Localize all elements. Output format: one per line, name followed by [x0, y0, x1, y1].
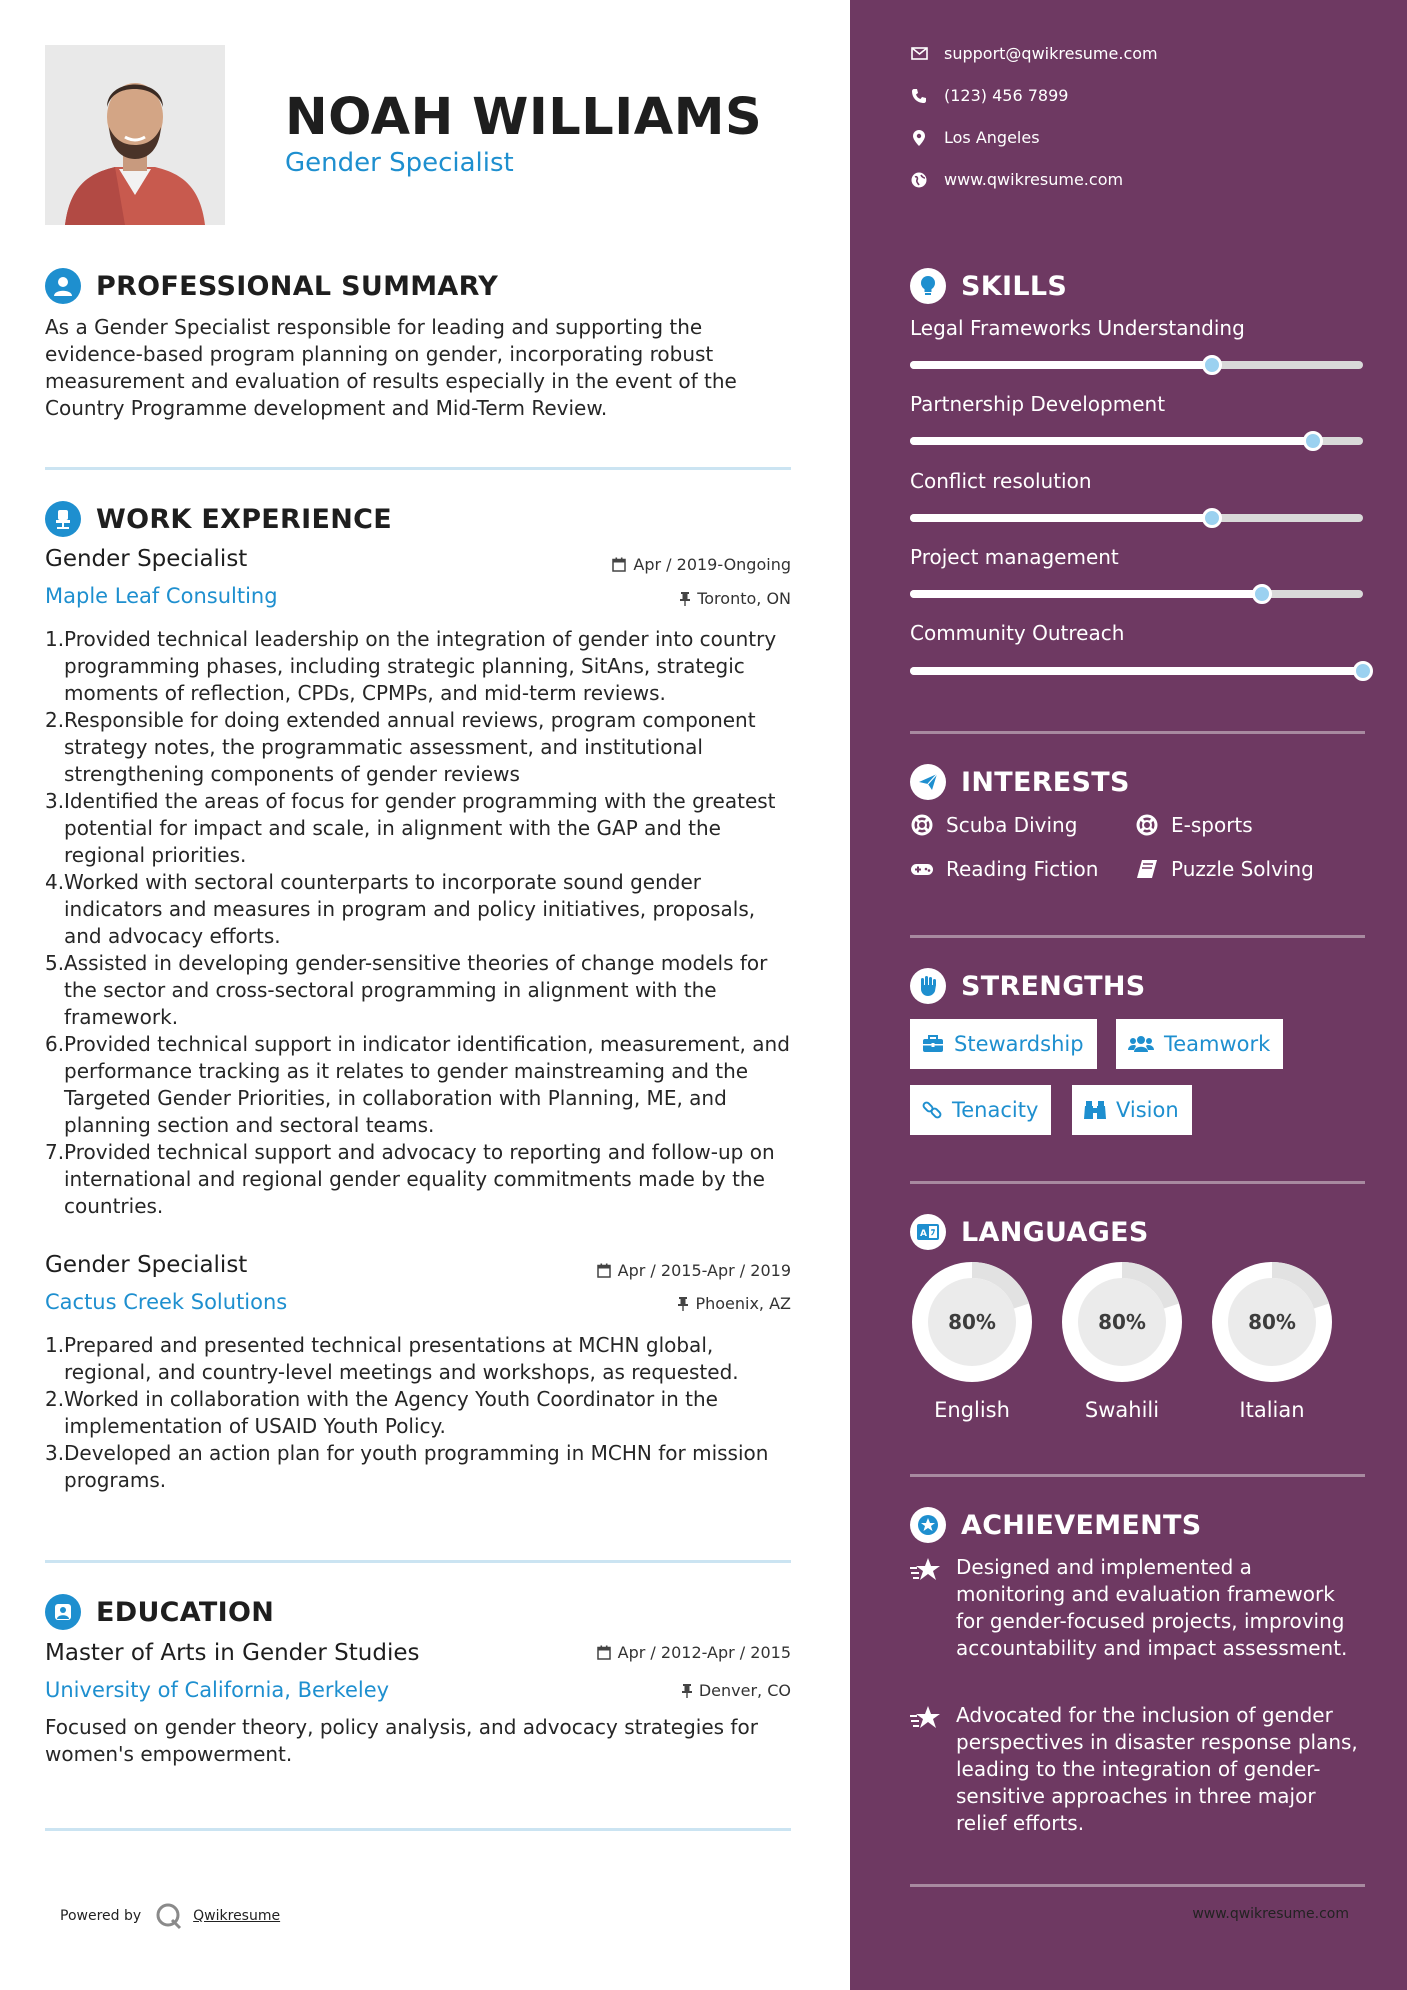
education-heading-text: EDUCATION: [96, 1596, 275, 1628]
skill-bar-knob: [1303, 431, 1323, 451]
language-name: Swahili: [1084, 1398, 1160, 1422]
skill-label: Partnership Development: [910, 392, 1166, 416]
list-item: 6. Provided technical support in indicator identification, measurement, and performance tracking as it relates to gender mainstreaming and the Targeted Gender Priorities, in collaboration with Planning, ME, and planning section and sectoral teams.: [45, 1032, 790, 1137]
language-percent: 80%: [1248, 1310, 1296, 1334]
strength-tag: [1072, 1085, 1192, 1135]
interests-heading: [910, 762, 1130, 802]
job-dates: [597, 1261, 791, 1280]
list-item: 2. Worked in collaboration with the Agency Youth Coordinator in the implementation of USAID Youth Policy.: [45, 1387, 718, 1438]
contact-phone-text: (123) 456 7899: [944, 86, 1069, 105]
globe-icon: [910, 171, 928, 189]
skill-bar-knob: [1353, 661, 1373, 681]
briefcase-icon: [922, 1035, 944, 1053]
language-name: Italian: [1239, 1398, 1305, 1422]
job-dates-text: Apr / 2015-Apr / 2019: [617, 1261, 791, 1280]
binoculars-icon: [1084, 1100, 1106, 1120]
pin-icon: [678, 1296, 688, 1311]
link-icon: [922, 1100, 942, 1120]
paper-plane-icon: [910, 764, 946, 800]
education-heading: [45, 1592, 274, 1632]
job-location-text: Toronto, ON: [697, 589, 791, 608]
job-location-text: Phoenix, AZ: [695, 1294, 791, 1313]
summary-heading: [45, 266, 498, 306]
fist-icon: [910, 968, 946, 1004]
calendar-icon: [612, 557, 626, 572]
job-dates: [612, 555, 791, 574]
job-title: Gender Specialist: [45, 546, 248, 572]
strength-tag: [910, 1019, 1097, 1069]
strengths-heading: [910, 966, 1146, 1006]
powered-by: [60, 1902, 280, 1930]
pin-icon: [682, 1683, 692, 1698]
skills-heading-text: SKILLS: [961, 270, 1068, 302]
contact-phone: [910, 86, 1068, 105]
strength-label: Stewardship: [954, 1032, 1084, 1056]
languages-heading-text: LANGUAGES: [961, 1216, 1149, 1248]
list-item: 7. Provided technical support and advocacy to reporting and follow-up on international and regional gender equality commitments made by the countries.: [45, 1140, 775, 1218]
interest-label: Puzzle Solving: [1171, 857, 1314, 881]
skill-label: Community Outreach: [910, 621, 1125, 645]
list-item: 5. Assisted in developing gender-sensitive theories of change models for the sector and cross-sectoral programming in alignment with the framework.: [45, 951, 768, 1029]
candidate-title: Gender Specialist: [285, 148, 514, 178]
strength-tag: [1116, 1019, 1283, 1069]
list-item: 3. Identified the areas of focus for gender programming with the greatest potential for impact and scale, in alignment with the GAP and the regional priorities.: [45, 789, 776, 867]
language-item: [910, 1260, 1034, 1422]
skill-bar-fill: [910, 667, 1363, 675]
skill-bar-fill: [910, 590, 1262, 598]
divider: [910, 1884, 1365, 1887]
skill-label: Legal Frameworks Understanding: [910, 316, 1245, 340]
phone-icon: [910, 87, 928, 105]
list-item: 1. Prepared and presented technical presentations at MCHN global, regional, and country-level meetings and workshops, as requested.: [45, 1333, 739, 1384]
skill-bar-fill: [910, 361, 1212, 369]
envelope-icon: [910, 45, 928, 63]
experience-heading-text: WORK EXPERIENCE: [96, 503, 392, 535]
skill-bar-fill: [910, 437, 1313, 445]
interest-label: Scuba Diving: [946, 813, 1078, 837]
divider: [910, 1181, 1365, 1184]
star-badge-icon: [910, 1507, 946, 1543]
education-dates-text: Apr / 2012-Apr / 2015: [617, 1643, 791, 1662]
achievements-heading-text: ACHIEVEMENTS: [961, 1509, 1202, 1541]
calendar-icon: [597, 1645, 611, 1660]
divider: [45, 467, 791, 470]
job-location: [678, 1294, 791, 1313]
skill-label: Project management: [910, 545, 1119, 569]
lifebuoy-icon: [910, 814, 934, 836]
skill-bar: [910, 590, 1363, 598]
strength-tag: [910, 1085, 1051, 1135]
summary-heading-text: PROFESSIONAL SUMMARY: [96, 270, 499, 302]
job-responsibilities: [45, 1332, 795, 1494]
job-location: [680, 589, 791, 608]
language-item: [1060, 1260, 1184, 1422]
svg-text:A: A: [920, 1229, 927, 1239]
candidate-name: NOAH WILLIAMS: [285, 88, 763, 147]
job-dates-text: Apr / 2019-Ongoing: [633, 555, 791, 574]
language-ring: [910, 1260, 1034, 1384]
list-item: 3. Developed an action plan for youth programming in MCHN for mission programs.: [45, 1441, 769, 1492]
contact-email: [910, 44, 1158, 63]
divider: [910, 731, 1365, 734]
job-title: Gender Specialist: [45, 1252, 248, 1278]
language-percent: 80%: [948, 1310, 996, 1334]
language-percent: 80%: [1098, 1310, 1146, 1334]
job-company: Maple Leaf Consulting: [45, 584, 278, 608]
interest-item: [910, 813, 1077, 837]
list-item: 2. Responsible for doing extended annual reviews, program component strategy notes, the programmatic assessment, and institutional strengthening components of gender reviews: [45, 708, 756, 786]
calendar-icon: [597, 1263, 611, 1278]
interest-label: E-sports: [1171, 813, 1253, 837]
language-ring: [1060, 1260, 1184, 1384]
contact-location-text: Los Angeles: [944, 128, 1040, 147]
lifebuoy-icon: [1135, 814, 1159, 836]
language-item: [1210, 1260, 1334, 1422]
experience-heading: [45, 499, 392, 539]
list-item: 4. Worked with sectoral counterparts to incorporate sound gender indicators and measures in program and policy initiatives, proposals, and advocacy efforts.: [45, 870, 756, 948]
brand-link[interactable]: Qwikresume: [193, 1908, 281, 1924]
contact-website: [910, 170, 1123, 189]
languages-heading: [910, 1212, 1149, 1252]
skill-bar: [910, 667, 1363, 675]
skill-bar-knob: [1202, 355, 1222, 375]
shooting-star-icon: [910, 1556, 942, 1584]
strength-label: Vision: [1116, 1098, 1179, 1122]
contact-email-text[interactable]: support@qwikresume.com: [944, 44, 1158, 63]
skill-bar-knob: [1202, 508, 1222, 528]
achievements-heading: [910, 1505, 1202, 1545]
skill-bar-knob: [1252, 584, 1272, 604]
divider: [45, 1560, 791, 1563]
education-location: [682, 1681, 791, 1700]
achievement-item: [910, 1554, 1365, 1662]
strength-label: Tenacity: [952, 1098, 1039, 1122]
divider: [910, 935, 1365, 938]
skill-bar: [910, 514, 1363, 522]
sidebar: [850, 0, 1407, 1990]
language-ring: [1210, 1260, 1334, 1384]
chair-icon: [45, 501, 81, 537]
job-responsibilities: [45, 626, 795, 1220]
contact-location: [910, 128, 1040, 147]
achievement-item: [910, 1702, 1365, 1837]
school: University of California, Berkeley: [45, 1678, 390, 1702]
graduate-icon: [45, 1594, 81, 1630]
lightbulb-icon: [910, 268, 946, 304]
divider: [45, 1828, 791, 1831]
users-icon: [1128, 1035, 1154, 1053]
achievement-text: Designed and implemented a monitoring and evaluation framework for gender-focused projects, improving accountability and impact assessment.: [956, 1555, 1348, 1660]
skill-bar: [910, 437, 1363, 445]
powered-by-text: Powered by: [60, 1908, 142, 1924]
book-icon: [1135, 858, 1159, 880]
user-icon: [45, 268, 81, 304]
gamepad-icon: [910, 858, 934, 880]
footer-website[interactable]: www.qwikresume.com: [1192, 1906, 1349, 1922]
job-company: Cactus Creek Solutions: [45, 1290, 288, 1314]
education-location-text: Denver, CO: [698, 1681, 791, 1700]
map-marker-icon: [910, 129, 928, 147]
skills-heading: [910, 266, 1067, 306]
pin-icon: [680, 591, 690, 606]
interest-item: [910, 857, 1098, 881]
interests-heading-text: INTERESTS: [961, 766, 1130, 798]
shooting-star-icon: [910, 1704, 942, 1732]
language-name: English: [934, 1398, 1010, 1422]
strength-label: Teamwork: [1164, 1032, 1271, 1056]
divider: [910, 1474, 1365, 1477]
contact-website-text[interactable]: www.qwikresume.com: [944, 170, 1124, 189]
education-dates: [597, 1643, 791, 1662]
skill-bar-fill: [910, 514, 1212, 522]
language-icon: [910, 1214, 946, 1250]
strengths-heading-text: STRENGTHS: [961, 970, 1146, 1002]
list-item: 1. Provided technical leadership on the integration of gender into country programming phases, including strategic planning, SitAns, strategic moments of reflection, CPDs, CPMPs, and mid-term reviews.: [45, 627, 777, 705]
interest-label: Reading Fiction: [946, 857, 1099, 881]
skill-bar: [910, 361, 1363, 369]
qwikresume-logo-icon: [155, 1902, 183, 1930]
degree: Master of Arts in Gender Studies: [45, 1640, 420, 1666]
summary-text: As a Gender Specialist responsible for leading and supporting the evidence-based program planning on gender, incorporating robust measurement and evaluation of results especially in the event of the Country Programme development and Mid-Term Review.: [45, 315, 737, 420]
achievement-text: Advocated for the inclusion of gender perspectives in disaster response plans, leading to the integration of gender-sensitive approaches in three major relief efforts.: [956, 1703, 1358, 1835]
profile-photo: [45, 45, 225, 225]
interest-item: [1135, 813, 1253, 837]
education-description: Focused on gender theory, policy analysis, and advocacy strategies for women's empowerment.: [45, 1715, 758, 1766]
interest-item: [1135, 857, 1314, 881]
skill-label: Conflict resolution: [910, 469, 1092, 493]
